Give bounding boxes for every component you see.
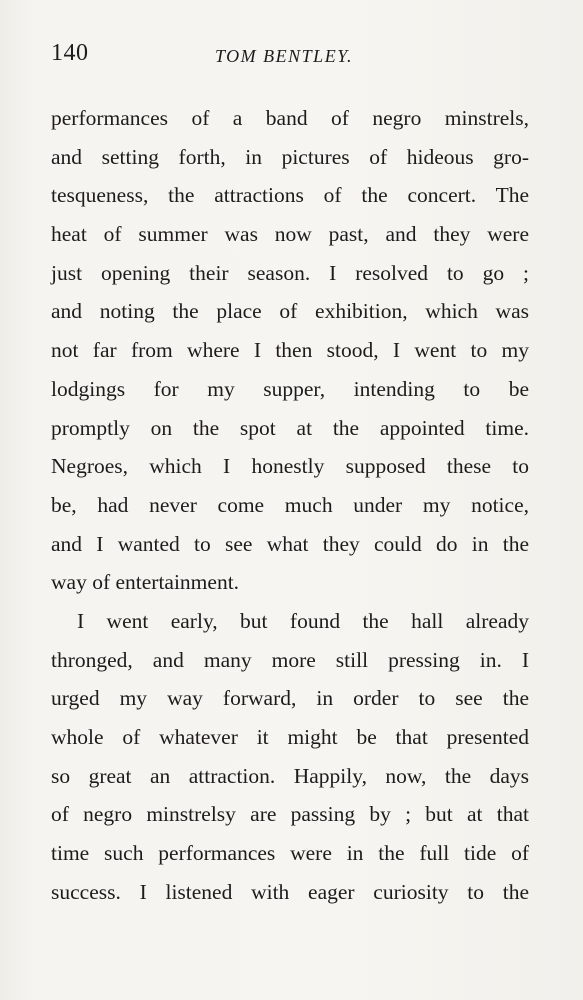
text-line: just opening their season. I resolved to go ; (51, 260, 529, 285)
text-line: and I wanted to see what they could do in the (51, 531, 529, 556)
page-number: 140 (51, 40, 89, 66)
text-line: lodgings for my supper, intending to be (51, 376, 529, 401)
text-line: time such performances were in the full tide of (51, 841, 529, 866)
page-header (51, 40, 529, 74)
text-line: thronged, and many more still pressing in. I (51, 647, 529, 672)
text-line: heat of summer was now past, and they were (51, 222, 529, 247)
text-line: tesqueness, the attractions of the concert. The (51, 183, 529, 208)
text-line: and setting forth, in pictures of hideous gro- (51, 144, 529, 169)
text-line: so great an attraction. Happily, now, the days (51, 763, 529, 788)
text-line: Negroes, which I honestly supposed these to (51, 454, 529, 479)
text-line: urged my way forward, in order to see the (51, 686, 529, 711)
text-line: not far from where I then stood, I went to my (51, 338, 529, 363)
text-line: whole of whatever it might be that presented (51, 725, 529, 749)
paragraph-end-line: way of entertainment. (51, 570, 240, 595)
text-line: performances of a band of negro minstrels, (51, 106, 529, 130)
text-line: promptly on the spot at the appointed time. (51, 415, 529, 440)
text-line: be, had never come much under my notice, (51, 492, 529, 517)
text-line: and noting the place of exhibition, which was (51, 299, 529, 324)
text-line: of negro minstrelsy are passing by ; but at that (51, 802, 529, 827)
body-text (51, 99, 529, 911)
paragraph-start-line: I went early, but found the hall already (77, 608, 529, 633)
text-line: success. I listened with eager curiosity to the (51, 879, 529, 904)
running-title: TOM BENTLEY. (215, 46, 354, 66)
